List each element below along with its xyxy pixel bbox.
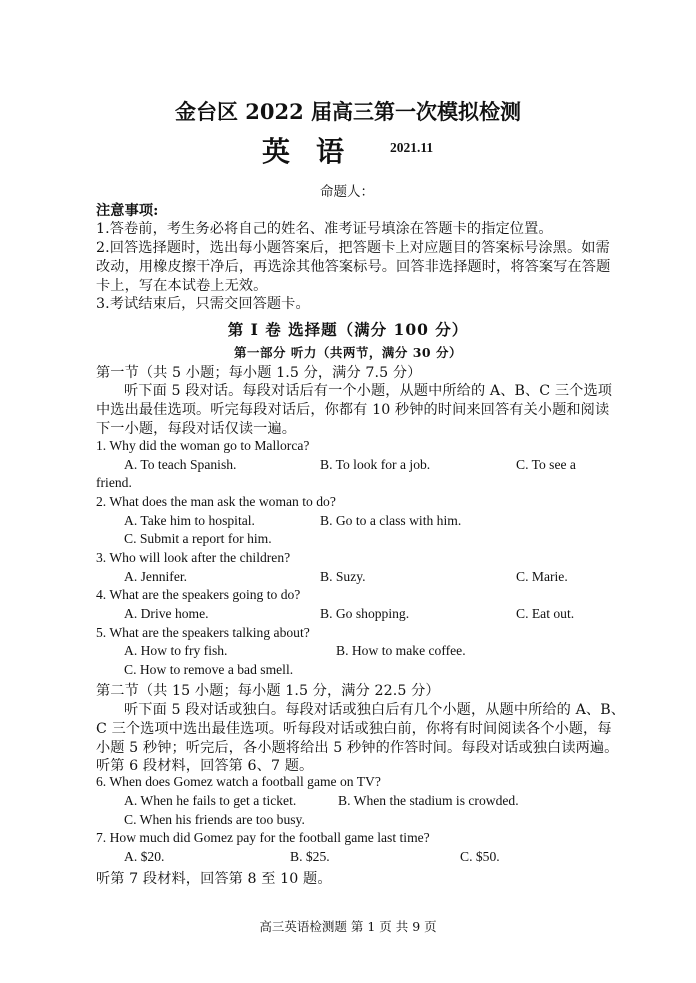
question-stem: 7. How much did Gomez pay for the football game last time?: [96, 830, 430, 845]
option-b: B. To look for a job.: [320, 457, 431, 472]
option-b: B. Go shopping.: [320, 606, 410, 621]
option-c: C. $50.: [460, 849, 500, 864]
subject-title: 英语: [262, 135, 371, 168]
material-note: 听第 6 段材料，回答第 6、7 题。: [96, 758, 314, 774]
option-c-continued: friend.: [96, 475, 132, 490]
option-b: B. Suzy.: [320, 569, 366, 584]
option-c: C. Submit a report for him.: [124, 531, 272, 546]
option-a: A. Jennifer.: [124, 569, 188, 584]
option-a: A. How to fry fish.: [124, 643, 228, 658]
option-a: A. Drive home.: [124, 606, 209, 621]
question-stem: 1. Why did the woman go to Mallorca?: [96, 438, 310, 453]
material-note: 听第 7 段材料，回答第 8 至 10 题。: [96, 871, 332, 887]
section1-instruction: 下一小题，每段对话仅读一遍。: [96, 421, 297, 437]
question-stem: 6. When does Gomez watch a football game on TV?: [96, 774, 381, 789]
option-a: A. Take him to hospital.: [124, 513, 255, 528]
option-c: C. Marie.: [516, 569, 568, 584]
option-b: B. When the stadium is crowded.: [338, 793, 519, 808]
option-c: C. To see a: [516, 457, 576, 472]
section2-instruction: 小题 5 秒钟；听完后，各小题将给出 5 秒钟的作答时间。每段对话或独白读两遍。: [96, 740, 619, 756]
section2-instruction: C 三个选项中选出最佳选项。听每段对话或独白前，你将有时间阅读各个小题，每: [96, 721, 612, 737]
notice-item: 改动，用橡皮擦干净后，再选涂其他答案标号。回答非选择题时，将答案写在答题: [96, 259, 611, 275]
exam-date: 2021.11: [390, 140, 434, 155]
section1-heading: 第一节（共 5 小题；每小题 1.5 分，满分 7.5 分）: [96, 365, 422, 381]
volume-title: 第 I 卷 选择题（满分 100 分）: [227, 320, 469, 339]
option-b: B. $25.: [290, 849, 330, 864]
page-footer: 高三英语检测题 第 1 页 共 9 页: [259, 919, 437, 934]
exam-title: 金台区 2022 届高三第一次模拟检测: [174, 99, 522, 124]
part-title: 第一部分 听力（共两节，满分 30 分）: [234, 345, 462, 360]
option-c: C. When his friends are too busy.: [124, 812, 305, 827]
question-stem: 2. What does the man ask the woman to do?: [96, 494, 336, 509]
option-a: A. $20.: [124, 849, 165, 864]
section1-instruction: 听下面 5 段对话。每段对话后有一个小题，从题中所给的 A、B、C 三个选项: [124, 383, 613, 399]
option-a: A. To teach Spanish.: [124, 457, 237, 472]
author-label: 命题人：: [320, 184, 374, 200]
question-stem: 3. Who will look after the children?: [96, 550, 291, 565]
option-c: C. How to remove a bad smell.: [124, 662, 294, 677]
option-b: B. Go to a class with him.: [320, 513, 462, 528]
section2-heading: 第二节（共 15 小题；每小题 1.5 分，满分 22.5 分）: [96, 683, 440, 699]
notice-item: 1.答卷前，考生务必将自己的姓名、准考证号填涂在答题卡的指定位置。: [96, 221, 553, 237]
question-stem: 5. What are the speakers talking about?: [96, 625, 310, 640]
question-stem: 4. What are the speakers going to do?: [96, 587, 301, 602]
option-a: A. When he fails to get a ticket.: [124, 793, 297, 808]
notice-item: 3.考试结束后，只需交回答题卡。: [96, 296, 310, 312]
section1-instruction: 中选出最佳选项。听完每段对话后，你都有 10 秒钟的时间来回答有关小题和阅读: [96, 402, 610, 418]
notice-heading: 注意事项:: [96, 203, 159, 219]
notice-item: 卡上，写在本试卷上无效。: [96, 278, 268, 294]
option-b: B. How to make coffee.: [336, 643, 466, 658]
option-c: C. Eat out.: [516, 606, 575, 621]
section2-instruction: 听下面 5 段对话或独白。每段对话或独白后有几个小题，从题中所给的 A、B、: [124, 702, 626, 718]
notice-item: 2.回答选择题时，选出每小题答案后，把答题卡上对应题目的答案标号涂黑。如需: [96, 240, 610, 256]
